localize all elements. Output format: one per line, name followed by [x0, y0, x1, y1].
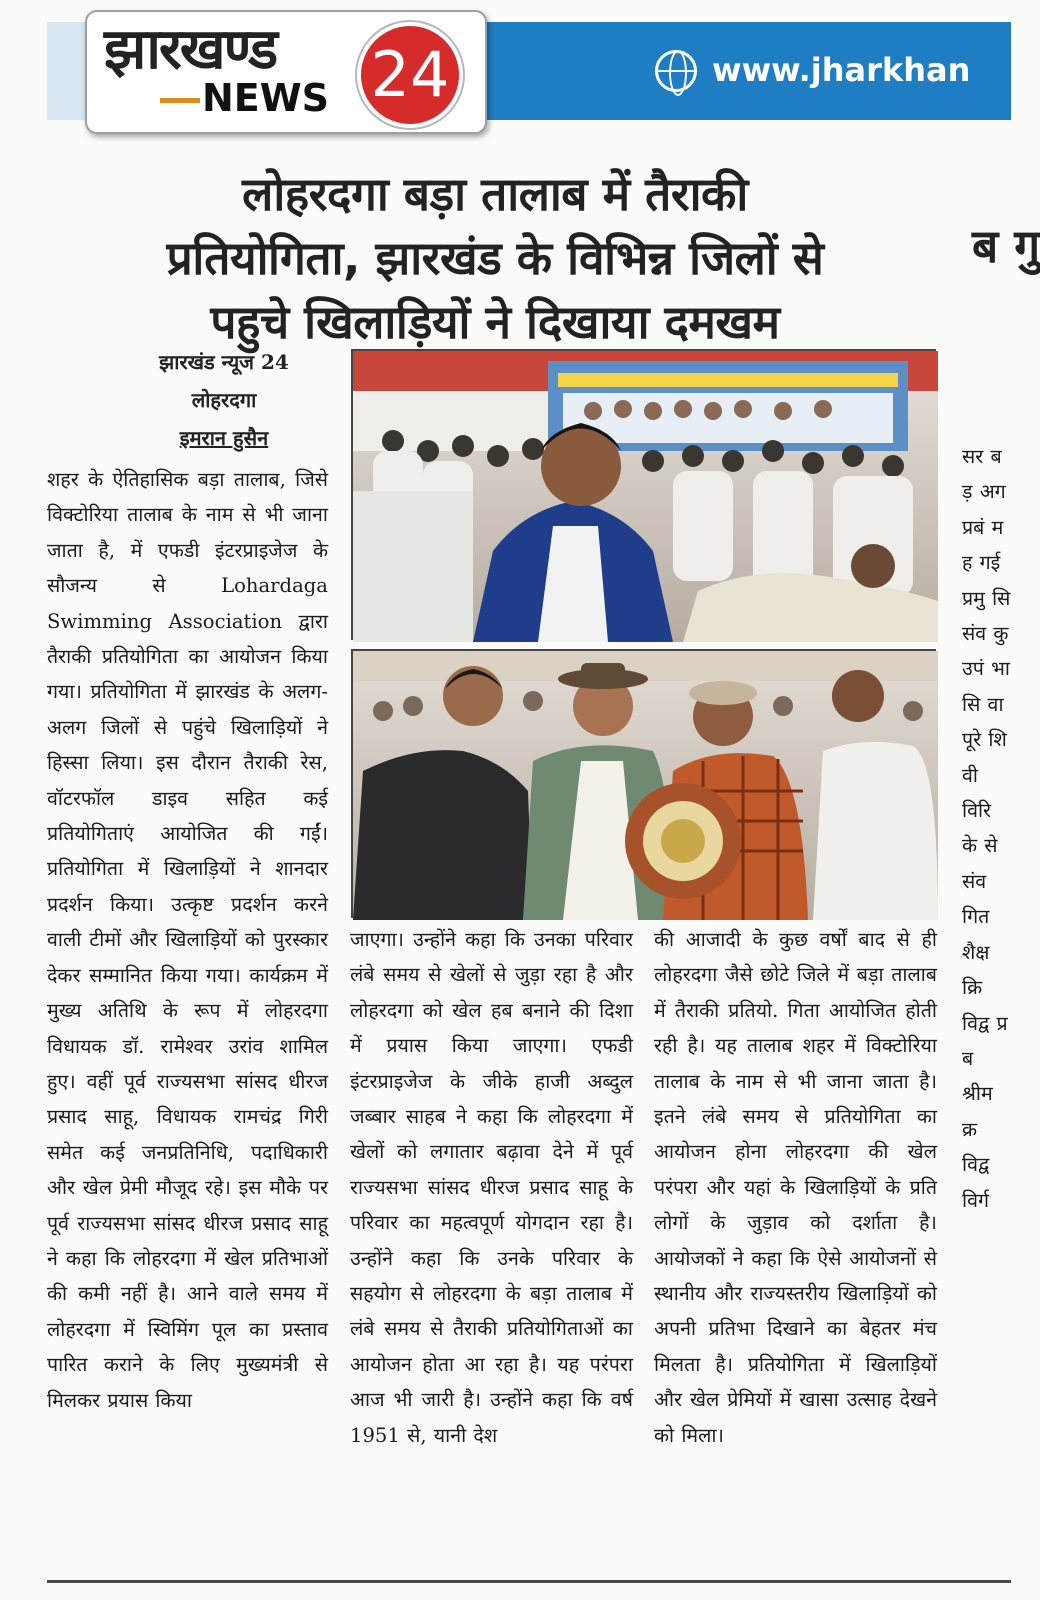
headline-line-3: पहुचे खिलाड़ियों ने दिखाया दमखम: [210, 295, 780, 349]
globe-icon: [655, 50, 697, 92]
byline-author: इमरान हुसैन: [179, 426, 269, 450]
headline: [80, 162, 910, 354]
logo-number: 24: [370, 38, 450, 111]
byline-source: झारखंड न्यूज 24: [159, 350, 289, 374]
article-column-3: की आजादी के कुछ वर्षों बाद से ही लोहरदगा जैसे छोटे जिले में बड़ा तालाब में तैराकी प्रतियो. गिता आयोजित होती रही है। यह तालाब शहर में विक्टोरिया तालाब के नाम से भी जाना जाता है। इतने लंबे समय से प्रतियोगिता का आयोजन होना लोहरदगा की खेल परंपरा और यहां के खिलाड़ियों के प्रति लोगों के जुड़ाव को दर्शाता है। आयोजकों ने कहा कि ऐसे आयोजनों से स्थानीय और राज्यस्तरीय खिलाड़ियों को अपनी प्रतिभा दिखाने का बेहतर मंच मिलता है। प्रतियोगिता में खिलाड़ियों और खेल प्रेमियों में खासा उत्साह देखने को मिला।: [654, 928, 937, 1447]
article-column-1: शहर के ऐतिहासिक बड़ा तालाब, जिसे विक्टोरिया तालाब के नाम से भी जाना जाता है, में एफडी इंटरप्राइजेज के सौजन्य से Lohardaga Swimming Association द्वारा तैराकी प्रतियोगिता का आयोजन किया गया। प्रतियोगिता में झारखंड के अलग-अलग जिलों से पहुंचे खिलाड़ियों ने हिस्सा लिया। इस दौरान तैराकी रेस, वॉटरफॉल डाइव सहित कई प्रतियोगिताएं आयोजित की गईं। प्रतियोगिता में खिलाड़ियों ने शानदार प्रदर्शन किया। उत्कृष्ट प्रदर्शन करने वाली टीमों और खिलाड़ियों को पुरस्कार देकर सम्मानित किया गया। कार्यक्रम में मुख्य अतिथि के रूप में लोहरदगा विधायक डॉ. रामेश्वर उरांव शामिल हुए। वहीं पूर्व राज्यसभा सांसद धीरज प्रसाद साहू, विधायक रामचंद्र गिरी समेत कई जनप्रतिनिधि, पदाधिकारी और खेल प्रेमी मौजूद रहे। इस मौके पर पूर्व राज्यसभा सांसद धीरज प्रसाद साहू ने कहा कि लोहरदगा में खेल प्रतिभाओं की कमी नहीं है। आने वाले समय में लोहरदगा में स्विमिंग पूल का प्रस्ताव पारित कराने के लिए मुख्यमंत्री से मिलकर प्रयास किया: [47, 468, 328, 1412]
article-column-2: जाएगा। उन्होंने कहा कि उनका परिवार लंबे समय से खेलों से जुड़ा रहा है और लोहरदगा को खेल हब बनाने की दिशा में प्रयास किया जाएगा। एफडी इंटरप्राइजेज के जीके हाजी अब्दुल जब्बार साहब ने कहा कि लोहरदगा में खेलों को लगातार बढ़ावा देने में पूर्व राज्यसभा सांसद धीरज प्रसाद साहू के परिवार का महत्वपूर्ण योगदान रहा है। उन्होंने कहा कि उनके परिवार के सहयोग से लोहरदगा के बड़ा तालाब में लंबे समय से तैराकी प्रतियोगिताओं का आयोजन होता आ रहा है। यह परंपरा आज भी जारी है। उन्होंने कहा कि वर्ष 1951 से, यानी देश: [350, 928, 633, 1447]
adjacent-article-fragment: सर बड़ अग प्रबं मह गई प्रमु सि संव कु उपं भा सि वा पूरे शि वी विरि के से संव गित शैक्ष क्रि विद्व प्रब श्रीम क्र विद्व विर्ग: [962, 445, 1011, 1212]
photo-crowd-illustration: [353, 351, 938, 642]
headline-line-1: लोहरदगा बड़ा तालाब में तैराकी: [242, 167, 748, 221]
website-url: www.jharkhan: [712, 51, 971, 89]
byline-place: लोहरदगा: [191, 388, 257, 412]
logo-hindi-text: झारखण्ड: [104, 17, 277, 82]
event-photo-award: [351, 649, 936, 918]
event-photo-crowd: [351, 349, 936, 640]
logo-news-text: NEWS: [202, 76, 330, 120]
bottom-rule: [47, 1580, 1011, 1583]
logo-accent-line: [160, 98, 200, 103]
photo-award-illustration: [353, 651, 938, 920]
headline-line-2: प्रतियोगिता, झारखंड के विभिन्न जिलों से: [166, 231, 824, 285]
adjacent-headline-fragment: ब गु: [972, 219, 1040, 273]
